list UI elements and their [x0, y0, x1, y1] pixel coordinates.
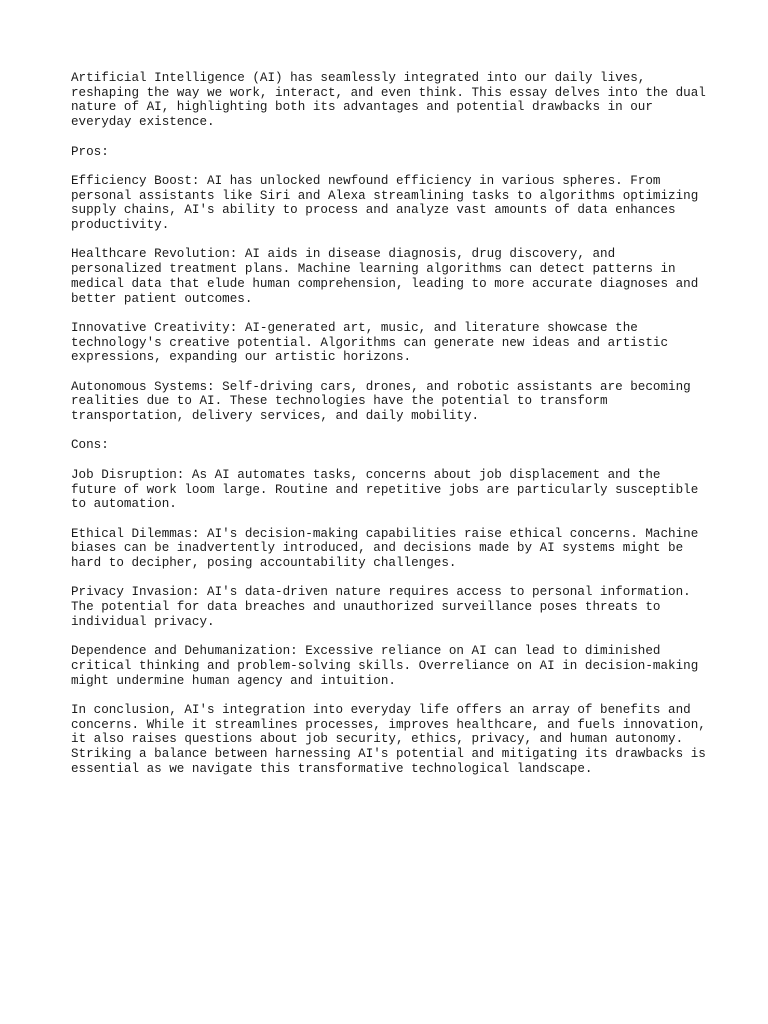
- pro-healthcare-paragraph: Healthcare Revolution: AI aids in disease diagnosis, drug discovery, and personalized treatment plans. Machine learning algorithms can detect patterns in medical data that elude human comprehension, leading to more accurate diagnoses and better patient outcomes.: [71, 247, 706, 306]
- cons-heading: Cons:: [71, 438, 109, 453]
- pro-autonomous-paragraph: Autonomous Systems: Self-driving cars, drones, and robotic assistants are becoming realities due to AI. These technologies have the potential to transform transportation, delivery services, and daily mobility.: [71, 379, 699, 424]
- con-job-disruption-paragraph: Job Disruption: As AI automates tasks, concerns about job displacement and the future of work loom large. Routine and repetitive jobs are particularly susceptible to automation.: [71, 467, 706, 512]
- conclusion-paragraph: In conclusion, AI's integration into everyday life offers an array of benefits and concerns. While it streamlines processes, improves healthcare, and fuels innovation, it also raises questions about job security, ethics, privacy, and human autonomy. Striking a balance between harnessing AI's potential and mitigating its drawbacks is essential as we navigate this transformative technological landscape.: [71, 703, 714, 776]
- con-dependence-paragraph: Dependence and Dehumanization: Excessive reliance on AI can lead to diminished critical thinking and problem-solving skills. Overreliance on AI in decision-making might undermine human agency and intuition.: [71, 644, 706, 688]
- pros-heading: Pros:: [71, 144, 109, 159]
- con-ethical-dilemmas-paragraph: Ethical Dilemmas: AI's decision-making capabilities raise ethical concerns. Machine biases can be inadvertently introduced, and decisions made by AI systems might be hard to decipher, posing accountability challenges.: [71, 526, 706, 571]
- document-page: [71, 71, 714, 791]
- intro-paragraph: Artificial Intelligence (AI) has seamlessly integrated into our daily lives, reshaping the way we work, interact, and even think. This essay delves into the dual nature of AI, highlighting both its advantages and potential drawbacks in our everyday existence.: [71, 71, 714, 130]
- pro-efficiency-paragraph: Efficiency Boost: AI has unlocked newfound efficiency in various spheres. From personal assistants like Siri and Alexa streamlining tasks to algorithms optimizing supply chains, AI's ability to process and analyze vast amounts of data enhances productivity.: [71, 173, 706, 232]
- con-privacy-paragraph: Privacy Invasion: AI's data-driven nature requires access to personal information. The potential for data breaches and unauthorized surveillance poses threats to individual privacy.: [71, 585, 699, 629]
- pro-creativity-paragraph: Innovative Creativity: AI-generated art, music, and literature showcase the technology's creative potential. Algorithms can generate new ideas and artistic expressions, expanding our artistic horizons.: [71, 320, 676, 365]
